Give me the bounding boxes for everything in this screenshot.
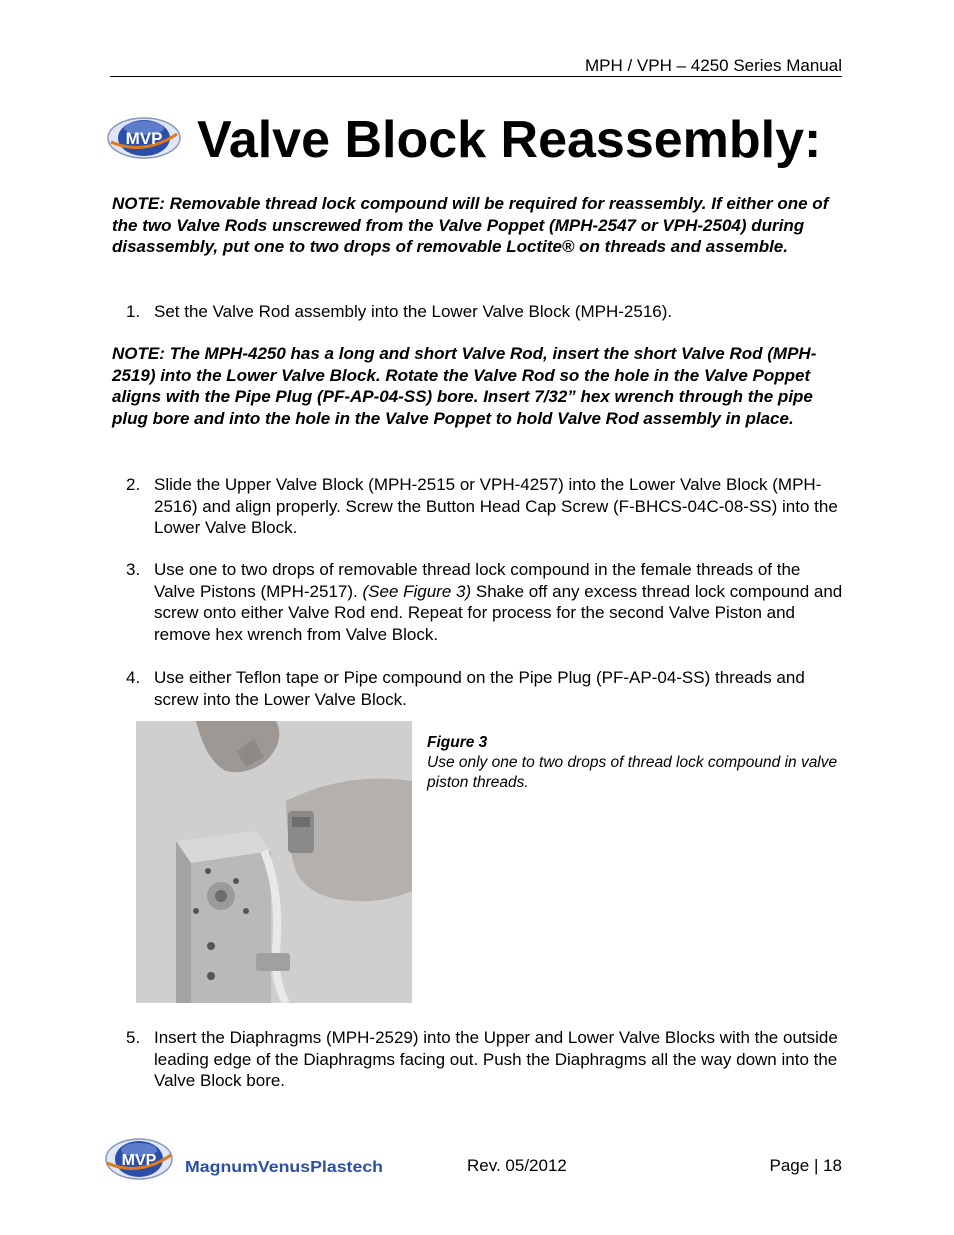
step-5 <box>112 1027 844 1092</box>
step-text: Set the Valve Rod assembly into the Lower Valve Block (MPH-2516). <box>154 302 673 321</box>
step-text-before: Use one to two drops of removable thread lock compound in the female threads of the Valve Pistons (MPH-2517). <box>154 560 801 601</box>
step-text: Use either Teflon tape or Pipe compound on the Pipe Plug (PF-AP-04-SS) threads and screw into the Lower Valve Block. <box>154 668 805 709</box>
step-number: 2. <box>126 475 141 494</box>
step-2 <box>112 474 844 539</box>
step-1 <box>112 301 844 323</box>
step-number: 1. <box>126 302 141 321</box>
figure-label: Figure 3 <box>427 734 488 751</box>
page-number: Page | 18 <box>769 1156 842 1175</box>
revision-date: Rev. 05/2012 <box>467 1156 567 1175</box>
page-title: Valve Block Reassembly: <box>197 111 822 169</box>
step-number: 3. <box>126 560 141 579</box>
company-logo <box>103 1133 385 1185</box>
figure-3-photo <box>136 721 412 1003</box>
step-3 <box>112 559 844 645</box>
note-valve-rod: NOTE: The MPH-4250 has a long and short Valve Rod, insert the short Valve Rod (MPH-2519) into the Lower Valve Block. Rotate the Valve Rod so the hole in the Valve Poppet aligns with the Pipe Plug (PF-AP-04-SS) bore. Insert 7/32” hex wrench through the pipe plug bore and into the hole in the Valve Poppet to hold Valve Rod assembly in place. <box>112 344 817 428</box>
title-logo-text: MVP <box>125 129 163 148</box>
footer-logo-mark: MVP <box>121 1152 157 1169</box>
figure-reference: (See Figure 3) <box>362 581 472 601</box>
company-name: MagnumVenusPlastech <box>185 1159 383 1176</box>
step-text: Insert the Diaphragms (MPH-2529) into the Upper and Lower Valve Blocks with the outside leading edge of the Diaphragms facing out. Push the Diaphragms all the way down into the Valve Block bore. <box>154 1028 838 1091</box>
step-number: 4. <box>126 668 141 687</box>
mvp-logo-icon <box>105 114 183 162</box>
figure-caption <box>427 733 847 793</box>
step-text-after: Shake off any excess thread lock compound and screw onto either Valve Rod end. Repeat for process for the second Valve Piston and remove hex wrench from Valve Block. <box>154 581 843 644</box>
figure-caption-text: Use only one to two drops of thread lock compound in valve piston threads. <box>427 754 838 791</box>
step-text: Slide the Upper Valve Block (MPH-2515 or VPH-4257) into the Lower Valve Block (MPH-2516) and align properly. Screw the Button Head Cap Screw (F-BHCS-04C-08-SS) into the Lower Valve Block. <box>154 475 838 538</box>
step-number: 5. <box>126 1028 141 1047</box>
running-header: MPH / VPH – 4250 Series Manual <box>584 56 842 75</box>
step-text <box>154 559 844 645</box>
step-4 <box>112 667 844 710</box>
title-row <box>105 108 845 178</box>
note-thread-lock: NOTE: Removable thread lock compound will be required for reassembly. If either one of the two Valve Rods unscrewed from the Valve Poppet (MPH-2547 or VPH-2504) during disassembly, put one to two drops of removable Loctite® on threads and assemble. <box>112 194 829 257</box>
header-rule <box>110 76 842 77</box>
